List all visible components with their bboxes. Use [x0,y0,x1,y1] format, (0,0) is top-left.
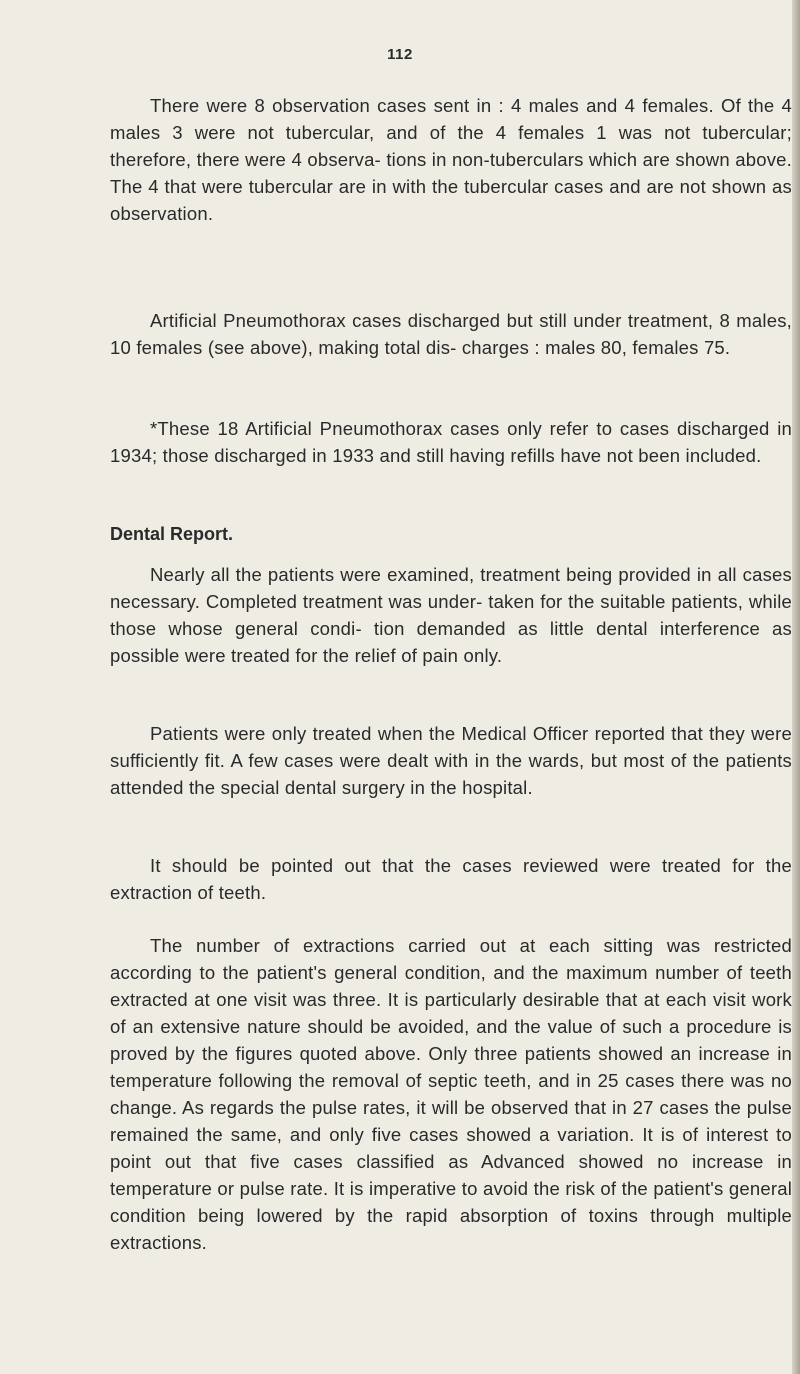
dental-treatment-conditions-paragraph: Patients were only treated when the Medical Officer reported that they were sufficiently fit. A few cases were dealt with in the wards, but most of the patients attended the special dental surgery in the hospital. [110,723,792,798]
observation-cases-paragraph: There were 8 observation cases sent in : 4 males and 4 females. Of the 4 males 3 were not tubercular, and of the 4 females 1 was not tubercular; therefore, there were 4 observa- tions in non-tuberculars which are shown above. The 4 that were tubercular are in with the tubercular cases and are not shown as observation. [110,95,792,224]
dental-extractions-detail-paragraph: The number of extractions carried out at each sitting was restricted according to the patient's general condition, and the maximum number of teeth extracted at one visit was three. It is particularly desirable that at each visit work of an extensive nature should be avoided, and the value of such a procedure is proved by the figures quoted above. Only three patients showed an increase in temperature following the removal of septic teeth, and in 25 cases there was no change. As regards the pulse rates, it will be observed that in 27 cases the pulse remained the same, and only five cases showed a variation. It is of interest to point out that five cases classified as Advanced showed no increase in temperature or pulse rate. It is imperative to avoid the risk of the patient's general condition being lowered by the rapid absorption of toxins through multiple extractions. [110,935,792,1253]
pneumothorax-footnote-paragraph: *These 18 Artificial Pneumothorax cases only refer to cases discharged in 1934; those discharged in 1933 and still having refills have not been included. [110,418,792,466]
page-edge-shadow [792,0,800,1374]
dental-report-heading: Dental Report. [110,524,234,544]
page-number: 112 [387,46,413,63]
dental-extraction-note-paragraph: It should be pointed out that the cases reviewed were treated for the extraction of teeth. [110,855,792,903]
pneumothorax-discharges-paragraph: Artificial Pneumothorax cases discharged but still under treatment, 8 males, 10 females (see above), making total dis- charges : males 80, females 75. [110,310,792,358]
dental-examination-paragraph: Nearly all the patients were examined, treatment being provided in all cases necessary. Completed treatment was under- taken for the suitable patients, while those whose general condi- tion demanded as little dental interference as possible were treated for the relief of pain only. [110,564,792,666]
